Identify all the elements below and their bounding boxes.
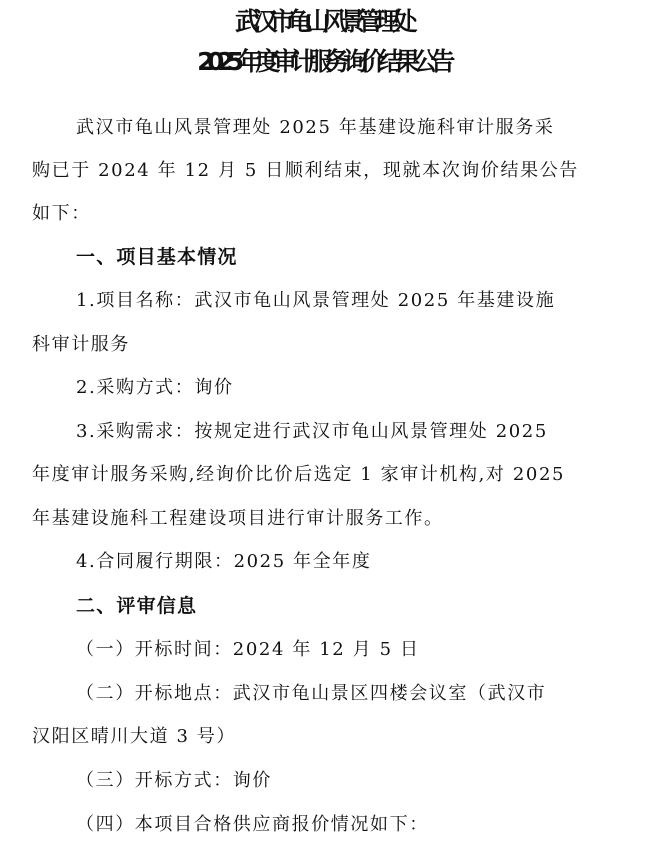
section-1-item-2: 2.采购方式：询价: [76, 377, 234, 398]
intro-line-1: 武汉市龟山风景管理处 2025 年基建设施科审计服务采: [76, 117, 555, 138]
section-2-item-2-line-1: （二）开标地点：武汉市龟山景区四楼会议室（武汉市: [76, 683, 547, 704]
section-1-item-3-line-2: 年度审计服务采购,经询价比价后选定 1 家审计机构,对 2025: [32, 464, 566, 485]
section-1-item-1-line-1: 1.项目名称：武汉市龟山风景管理处 2025 年基建设施: [76, 290, 556, 311]
section-2-item-3: （三）开标方式：询价: [76, 770, 272, 791]
section-1-item-3-line-3: 年基建设施科工程建设项目进行审计服务工作。: [32, 508, 444, 529]
section-2-item-1: （一）开标时间：2024 年 12 月 5 日: [76, 639, 420, 660]
section-2-heading: 二、评审信息: [76, 595, 198, 617]
intro-line-2: 购已于 2024 年 12 月 5 日顺利结束，现就本次询价结果公告: [32, 160, 579, 181]
section-1-item-3-line-1: 3.采购需求：按规定进行武汉市龟山风景管理处 2025: [76, 421, 548, 442]
document-title-line-2: 2025 年度审计服务询价结果公告: [197, 47, 448, 76]
section-1-item-4: 4.合同履行期限：2025 年全年度: [76, 551, 372, 572]
section-2-item-2-line-2: 汉阳区晴川大道 3 号）: [32, 726, 237, 747]
document-title-line-1: 武汉市龟山风景管理处: [234, 7, 410, 36]
intro-line-3: 如下：: [32, 203, 91, 224]
section-1-heading: 一、项目基本情况: [76, 246, 238, 268]
section-2-item-4: （四）本项目合格供应商报价情况如下：: [76, 814, 429, 835]
section-1-item-1-line-2: 科审计服务: [32, 334, 130, 355]
